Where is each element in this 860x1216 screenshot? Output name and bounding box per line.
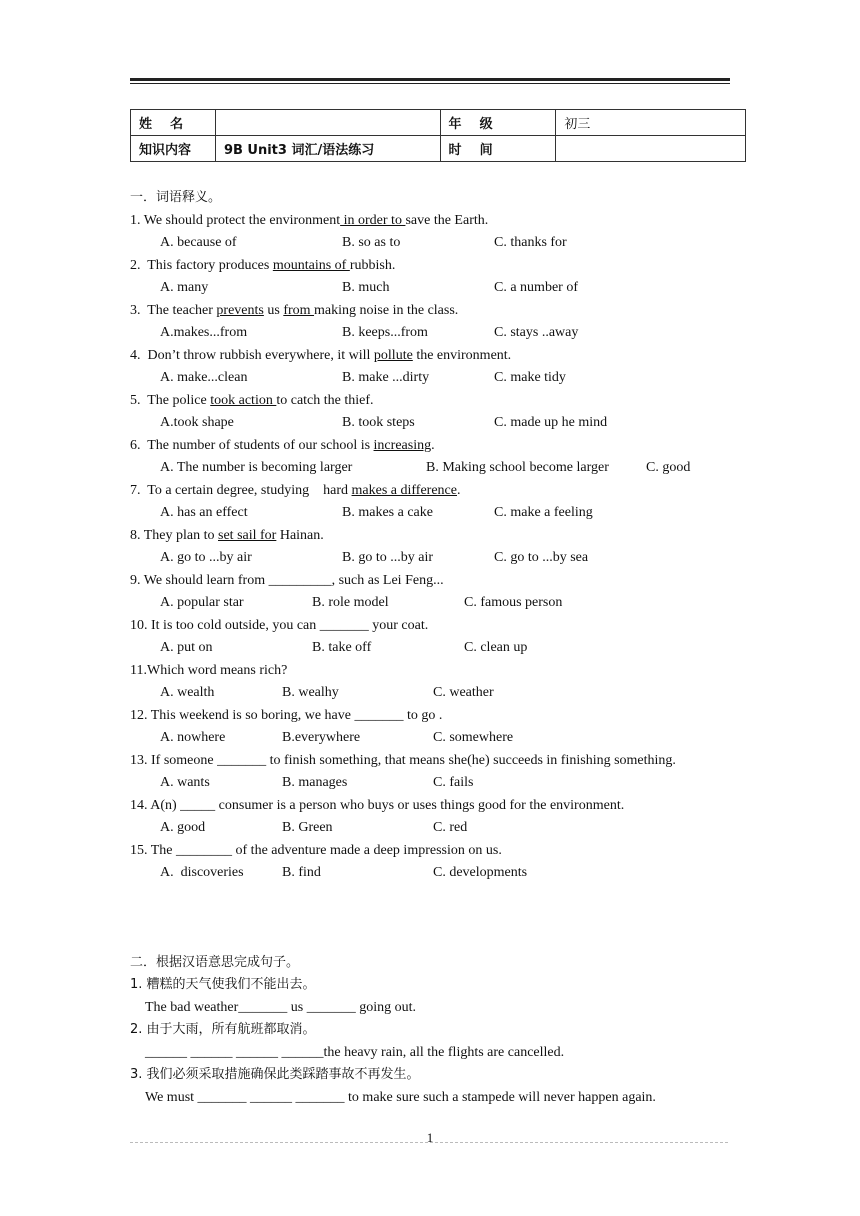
options-3 <box>130 322 740 345</box>
option-b[interactable]: B. role model <box>312 595 389 610</box>
worksheet-content <box>130 187 740 1109</box>
question-1: 1. We should protect the environment in order to save the Earth. <box>130 212 489 228</box>
underlined-phrase: mountains of <box>272 257 350 273</box>
underlined-phrase: makes a difference <box>351 482 457 498</box>
question-4: 4. Don’t throw rubbish everywhere, it will pollute the environment. <box>130 347 512 363</box>
option-a[interactable]: A. because of <box>160 235 237 250</box>
options-12 <box>130 727 740 750</box>
grade-label: 年 级 <box>440 110 556 136</box>
question-5: 5. The police took action to catch the thief. <box>130 392 374 408</box>
options-6 <box>130 457 740 480</box>
header-rule-thin <box>130 83 730 84</box>
page-number: 1 <box>426 1130 434 1145</box>
options-13 <box>130 772 740 795</box>
translation-prompt-1: 1. 糟糕的天气使我们不能出去。 <box>130 977 316 992</box>
option-a[interactable]: A. go to ...by air <box>160 550 252 565</box>
option-c[interactable]: C. stays ..away <box>494 325 579 340</box>
underlined-phrase: set sail for <box>218 527 277 543</box>
option-b[interactable]: B. manages <box>282 775 348 790</box>
option-c[interactable]: C. made up he mind <box>494 415 608 430</box>
underlined-phrase: increasing <box>373 437 432 453</box>
question-6: 6. The number of students of our school is increasing. <box>130 437 435 453</box>
option-c[interactable]: C. fails <box>433 775 474 790</box>
translation-sentence-1[interactable]: The bad weather_______ us _______ going out. <box>145 999 417 1015</box>
options-10 <box>130 637 740 660</box>
option-c[interactable]: C. go to ...by sea <box>494 550 589 565</box>
info-row <box>131 110 746 136</box>
options-8 <box>130 547 740 570</box>
footer-divider <box>130 1142 728 1143</box>
section1-title: 一．词语释义。 <box>130 190 222 205</box>
option-c[interactable]: C. good <box>646 460 691 475</box>
option-b[interactable]: B. keeps...from <box>342 325 428 340</box>
translation-prompt-2: 2. 由于大雨，所有航班都取消。 <box>130 1022 316 1037</box>
option-a[interactable]: A.makes...from <box>160 325 248 340</box>
option-b[interactable]: B. much <box>342 280 390 295</box>
header-rule-thick <box>130 78 730 81</box>
underlined-phrase: prevents <box>216 302 264 318</box>
option-b[interactable]: B. find <box>282 865 321 880</box>
option-a[interactable]: A. popular star <box>160 595 244 610</box>
question-10: 10. It is too cold outside, you can _______ your coat. <box>130 617 429 633</box>
option-b[interactable]: B. make ...dirty <box>342 370 430 385</box>
option-c[interactable]: C. thanks for <box>494 235 567 250</box>
underlined-phrase: in order to <box>340 212 406 228</box>
translation-prompt-3: 3. 我们必须采取措施确保此类踩踏事故不再发生。 <box>130 1067 420 1082</box>
option-a[interactable]: A. make...clean <box>160 370 248 385</box>
option-b[interactable]: B. take off <box>312 640 372 655</box>
time-label: 时 间 <box>440 136 556 162</box>
option-a[interactable]: A. many <box>160 280 209 295</box>
question-11: 11.Which word means rich? <box>130 662 288 678</box>
option-a[interactable]: A. The number is becoming larger <box>160 460 353 475</box>
option-b[interactable]: B. wealhy <box>282 685 339 700</box>
option-c[interactable]: C. red <box>433 820 468 835</box>
option-b[interactable]: B. so as to <box>342 235 401 250</box>
underlined-phrase: from <box>283 302 315 318</box>
options-2 <box>130 277 740 300</box>
options-4 <box>130 367 740 390</box>
underlined-phrase: took action <box>210 392 277 408</box>
question-8: 8. They plan to set sail for Hainan. <box>130 527 324 543</box>
info-row <box>131 136 746 162</box>
options-5 <box>130 412 740 435</box>
name-field[interactable] <box>215 110 440 136</box>
translation-sentence-2[interactable]: ______ ______ ______ ______the heavy rain, all the flights are cancelled. <box>145 1044 565 1060</box>
option-a[interactable]: A. has an effect <box>160 505 248 520</box>
option-b[interactable]: B. makes a cake <box>342 505 433 520</box>
time-field[interactable] <box>556 136 746 162</box>
options-9 <box>130 592 740 615</box>
option-b[interactable]: B. Green <box>282 820 333 835</box>
option-b[interactable]: B. Making school become larger <box>426 460 609 475</box>
options-1 <box>130 232 740 255</box>
option-a[interactable]: A. good <box>160 820 206 835</box>
option-c[interactable]: C. somewhere <box>433 730 514 745</box>
option-c[interactable]: C. clean up <box>464 640 528 655</box>
options-15 <box>130 862 740 885</box>
question-15: 15. The ________ of the adventure made a deep impression on us. <box>130 842 502 858</box>
option-c[interactable]: C. developments <box>433 865 528 880</box>
translation-sentence-3[interactable]: We must _______ ______ _______ to make sure such a stampede will never happen again. <box>145 1089 656 1105</box>
option-b[interactable]: B. go to ...by air <box>342 550 433 565</box>
question-13: 13. If someone _______ to finish something, that means she(he) succeeds in finishing something. <box>130 752 676 768</box>
name-label: 姓 名 <box>131 110 216 136</box>
option-c[interactable]: C. a number of <box>494 280 578 295</box>
options-14 <box>130 817 740 840</box>
option-a[interactable]: A. wants <box>160 775 210 790</box>
section-gap <box>130 885 740 952</box>
option-a[interactable]: A. discoveries <box>160 865 244 880</box>
option-c[interactable]: C. weather <box>433 685 494 700</box>
options-7 <box>130 502 740 525</box>
section2-title: 二．根据汉语意思完成句子。 <box>130 954 300 970</box>
option-a[interactable]: A. wealth <box>160 685 215 700</box>
content-value: 9B Unit3 词汇/语法练习 <box>215 136 440 162</box>
question-7: 7. To a certain degree, studying hard makes a difference. <box>130 482 461 498</box>
grade-value: 初三 <box>556 110 746 136</box>
question-2: 2. This factory produces mountains of rubbish. <box>130 257 396 273</box>
option-c[interactable]: C. make a feeling <box>494 505 593 520</box>
question-12: 12. This weekend is so boring, we have _______ to go . <box>130 707 443 723</box>
options-11 <box>130 682 740 705</box>
question-14: 14. A(n) _____ consumer is a person who buys or uses things good for the environment. <box>130 797 625 813</box>
underlined-phrase: pollute <box>373 347 413 363</box>
option-a[interactable]: A.took shape <box>160 415 234 430</box>
option-b[interactable]: B.everywhere <box>282 730 361 745</box>
option-c[interactable]: C. make tidy <box>494 370 566 385</box>
student-info-table <box>130 109 746 162</box>
option-c[interactable]: C. famous person <box>464 595 563 610</box>
content-label: 知识内容 <box>131 136 216 162</box>
question-9: 9. We should learn from _________, such as Lei Feng... <box>130 572 444 588</box>
option-a[interactable]: A. put on <box>160 640 213 655</box>
question-3: 3. The teacher prevents us from making noise in the class. <box>130 302 459 318</box>
option-a[interactable]: A. nowhere <box>160 730 226 745</box>
option-b[interactable]: B. took steps <box>342 415 415 430</box>
